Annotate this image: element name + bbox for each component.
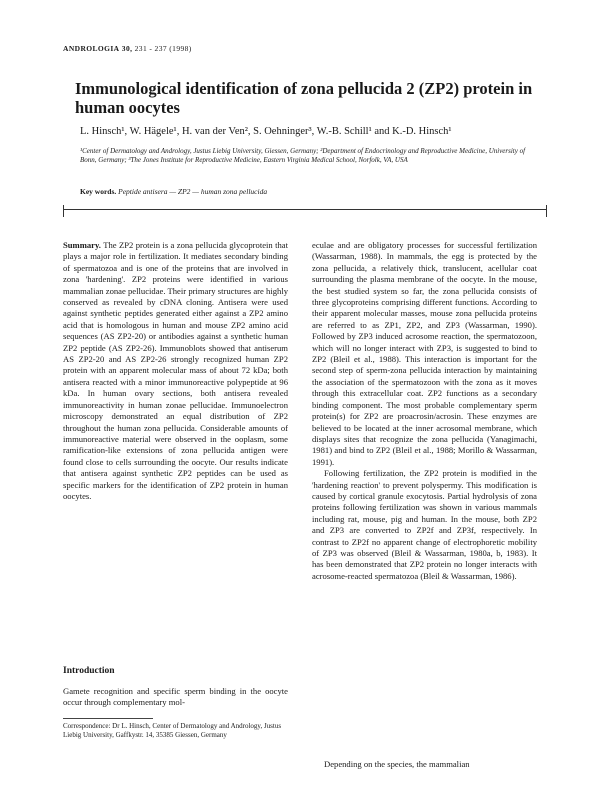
body-paragraph-1: eculae and are obligatory processes for successful fertilization (Wassarman, 1988). In mammals, the egg is protected by the zona pellucida, a relatively thick, translucent, acellular coat surrounding the plasma membrane of the oocyte. In the mouse, the best studied system so far, the zona pellucida consists of three glycoproteins comprising different functions. According to their apparent molecular masses, mouse zona pellucida proteins are referred to as ZP1, ZP2, and ZP3 (Wassarman, 1990). Followed by ZP3 induced acrosome reaction, the spermatozoon, which will no longer interact with ZP3, is suggested to bind to ZP2 (Bleil et al., 1988). This interaction is important for the second step of sperm-zona pellucida interaction by maintaining the association of the spermatozoon with the zona as it moves through this extracellular coat. ZP2 functions as a secondary binding component. The most probable complementary sperm protein(s) for ZP2 are proacrosin/acrosin. These enzymes are believed to be located at the inner acrosomal membrane, which displays sites that recognize the zona pellucida (Yanagimachi, 1981) and bind to ZP2 (Bleil et al., 1988; Morillo & Wassarman, 1991). <box>312 240 537 467</box>
journal-name: ANDROLOGIA <box>63 44 120 53</box>
journal-citation <box>63 44 192 53</box>
keywords-text: Peptide antisera — ZP2 — human zona pellucida <box>118 187 268 196</box>
summary-text: The ZP2 protein is a zona pellucida glycoprotein that plays a major role in fertilization. It mediates secondary binding of spermatozoa and is one of the proteins that are involved in zona 'hardening'. ZP2 proteins were identified in various mammalian zonae pellucidae. Their primary structures are highly conserved as revealed by cDNA cloning. Antisera were used against synthetic peptides generated either against a ZP2 amino acid that is homologous in human and mouse ZP2 amino acid sequences (AS ZP2-20) or antibodies against a synthetic human ZP2 peptide (AS ZP2-26). Immunoblots showed that antiserum AS ZP2-20 and AS ZP2-26 strongly recognized human ZP2 protein with an apparent molecular mass of about 72 kDa; both antisera reacted with a minor immunoreactive polypeptide at 96 kDa. In human ovary sections, both antisera revealed immunoreactivity in human zonae pellucidae. Immunoelectron microscopy demonstrated an equal distribution of ZP2 throughout the human zona pellucida. Considerable amounts of immunoreactive material were observed in the ooplasm, some ramification-like extensions of zona pellucida antigen were found close to cells surrounding the oocyte. Our results indicate that antisera against synthetic ZP2 peptides can be used as specific markers for the identification of ZP2 protein in human oocytes. <box>63 240 288 501</box>
introduction-text: Gamete recognition and specific sperm binding in the oocyte occur through complementary mol- <box>63 686 288 708</box>
introduction-heading: Introduction <box>63 666 115 676</box>
journal-volume: 30, <box>121 44 133 53</box>
body-right-column <box>312 240 537 582</box>
body-paragraph-3: Depending on the species, the mammalian <box>324 759 470 769</box>
article-authors: L. Hinsch¹, W. Hägele¹, H. van der Ven², S. Oehninger³, W.-B. Schill¹ and K.-D. Hinsch¹ <box>80 126 452 137</box>
body-paragraph-2: Following fertilization, the ZP2 protein is modified in the 'hardening reaction' to prevent polyspermy. This modification is caused by cortical granule exocytosis. Partial hydrolysis of zona proteins following fertilization was shown in various mammals including rat, mouse, pig and human. In the mouse, both ZP2 and ZP3 are converted to ZP2f and ZP3f, respectively. In contrast to ZP2f no apparent change of electrophoretic mobility of ZP3 was observed (Bleil & Wassarman, 1980a, b, 1983). It has been demonstrated that ZP2 protein no longer interacts with acrosome-reacted spermatozoa (Bleil & Wassarman, 1986). <box>312 468 537 581</box>
article-affiliations: ¹Center of Dermatology and Andrology, Justus Liebig University, Giessen, Germany; ²Department of Endocrinology and Reproductive Medicine, University of Bonn, Germany; ³The Jones Institute for Reproductive Medicine, Eastern Virginia Medical School, Norfolk, VA, USA <box>80 147 526 164</box>
footnote-rule <box>63 718 153 719</box>
correspondence-footnote: Correspondence: Dr L. Hinsch, Center of Dermatology and Andrology, Justus Liebig University, Gaffkystr. 14, 35385 Giessen, Germany <box>63 722 282 739</box>
article-title: Immunological identification of zona pellucida 2 (ZP2) protein in human oocytes <box>75 79 533 117</box>
keywords-label: Key words. <box>80 187 117 196</box>
header-rule <box>63 209 547 210</box>
keywords-line <box>80 187 540 196</box>
summary-column <box>63 240 288 502</box>
summary-label: Summary. <box>63 240 101 250</box>
rule-bracket-left <box>63 205 64 217</box>
rule-bracket-right <box>546 205 547 217</box>
journal-pages-year: 231 - 237 (1998) <box>134 44 192 53</box>
